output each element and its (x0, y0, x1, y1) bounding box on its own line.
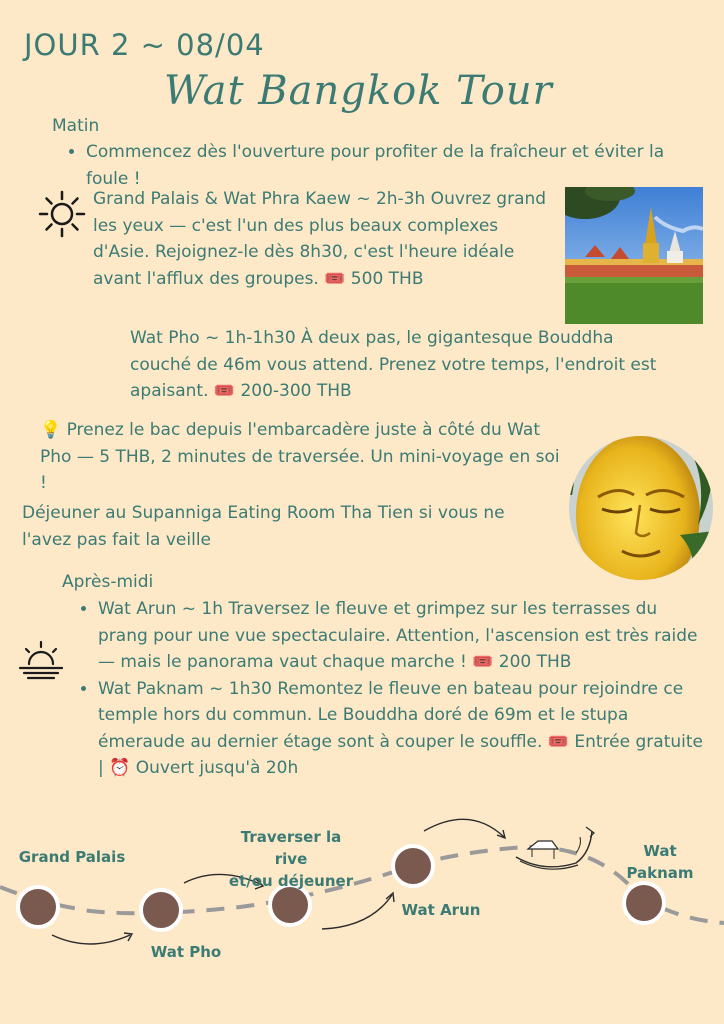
route-label-crossing (228, 826, 354, 892)
route-stop-wat-paknam (622, 881, 666, 925)
morning-bullets (66, 139, 696, 192)
afternoon-bullets (78, 596, 708, 782)
route-label-grand-palais: Grand Palais (18, 848, 126, 866)
longtail-boat-icon (516, 827, 594, 869)
route-label-wat-paknam-line1: Wat (643, 842, 677, 860)
buddha-photo (568, 435, 714, 581)
route-stop-grand-palais (16, 885, 60, 929)
page-title: Wat Bangkok Tour (164, 68, 553, 114)
route-label-wat-paknam-line2: Paknam (626, 864, 694, 882)
sunset-icon (18, 640, 64, 680)
morning-bullet: • Commencez dès l'ouverture pour profiter de la fraîcheur et éviter la foule ! (86, 139, 696, 192)
ferry-tip-text: 💡 Prenez le bac depuis l'embarcadère juste à côté du Wat Pho — 5 THB, 2 minutes de traversée. Un mini-voyage en soi ! (40, 420, 560, 493)
sun-icon (38, 190, 86, 238)
afternoon-label: Après-midi (62, 572, 154, 592)
route-label-crossing-line1: Traverser la rive (240, 828, 342, 868)
route-map (0, 805, 724, 965)
route-label-wat-pho: Wat Pho (150, 943, 222, 961)
wat-paknam-item: • Wat Paknam ~ 1h30 Remontez le fleuve en bateau pour rejoindre ce temple hors du commun. Le Bouddha doré de 69m et le stupa émeraude au dernier étage sont à couper le souffle. 🎟️ Entrée gratuite | ⏰ Ouvert jusqu'à 20h (98, 676, 708, 782)
grand-palais-text: Grand Palais & Wat Phra Kaew ~ 2h-3h Ouvrez grand les yeux — c'est l'un des plus beaux complexes d'Asie. Rejoignez-le dès 8h30, c'est l'heure idéale avant l'afflux des groupes. 🎟️ 500 THB (93, 189, 547, 289)
grand-palace-photo (565, 187, 703, 324)
wat-arun-item: • Wat Arun ~ 1h Traversez le fleuve et grimpez sur les terrasses du prang pour une vue spectaculaire. Attention, l'ascension est très raide — mais le panorama vaut chaque marche ! 🎟️ 200 THB (98, 596, 708, 676)
day-title: JOUR 2 ~ 08/04 (24, 28, 265, 62)
route-label-wat-paknam (610, 840, 710, 884)
morning-label: Matin (52, 116, 100, 136)
lunch-text: Déjeuner au Supanniga Eating Room Tha Tien si vous ne l'avez pas fait la veille (22, 503, 505, 550)
route-stop-wat-pho (139, 888, 183, 932)
route-label-crossing-line2: et/ou déjeuner (228, 872, 354, 890)
route-label-wat-arun: Wat Arun (401, 901, 481, 919)
wat-pho-text: Wat Pho ~ 1h-1h30 À deux pas, le gigantesque Bouddha couché de 46m vous attend. Prenez votre temps, l'endroit est apaisant. 🎟️ 200-300 THB (130, 328, 657, 401)
route-stop-wat-arun (391, 844, 435, 888)
